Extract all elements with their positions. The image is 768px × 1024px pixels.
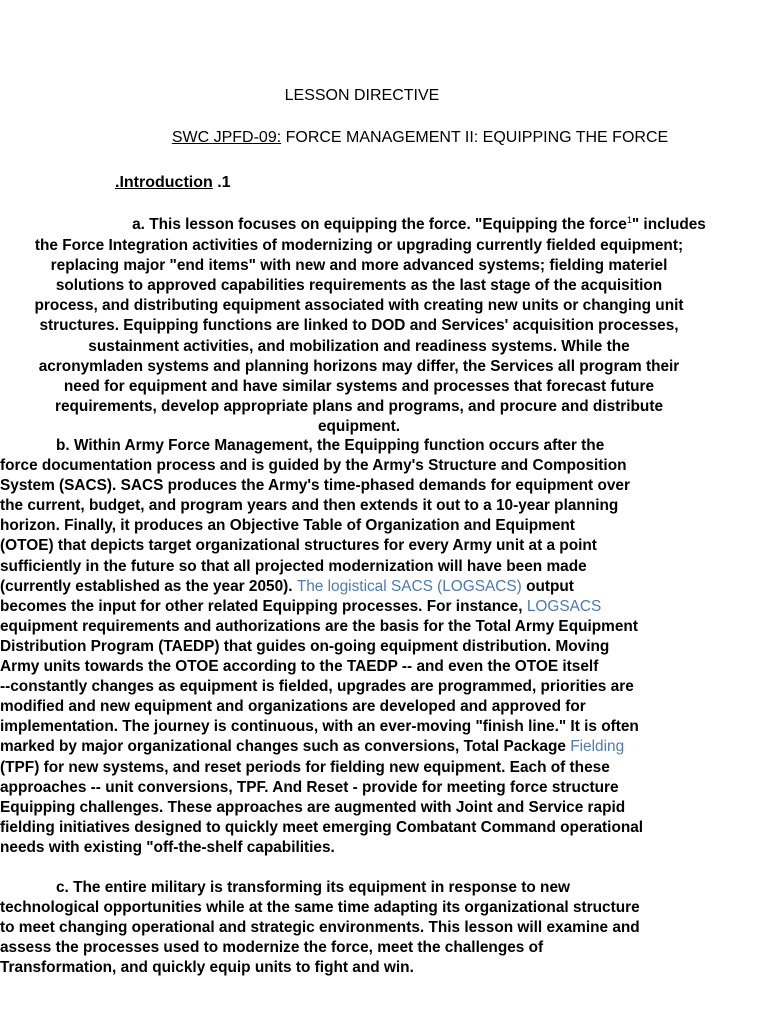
paragraph-line: force documentation process and is guided by the Army's Structure and Composition [0,457,627,475]
section-name: Introduction [119,174,213,191]
section-prefix: . [115,174,120,191]
footnote-marker[interactable]: 1 [626,215,632,225]
paragraph-line: --constantly changes as equipment is fielded, upgrades are programmed, priorities are [0,678,634,696]
paragraph-line: equipment. [317,417,401,435]
paragraph-line: requirements, develop appropriate plans and programs, and procure and distribute [54,397,664,415]
section-heading [115,173,231,193]
paragraph-line: the current, budget, and program years and then extends it out to a 10-year planning [0,497,619,515]
paragraph-line: assess the processes used to modernize the force, meet the challenges of [0,939,544,957]
section-number: .1 [212,174,231,191]
logsacs-link[interactable]: The logistical SACS (LOGSACS) [296,577,522,595]
paragraph-line: System (SACS). SACS produces the Army's time-phased demands for equipment over [0,477,630,495]
logsacs-short-link[interactable]: LOGSACS [526,597,602,615]
paragraph-line [0,737,740,757]
paragraph-line: Army units towards the OTOE according to the TAEDP -- and even the OTOE itself [0,658,599,676]
paragraph-b [0,436,740,858]
paragraph-text: becomes the input for other related Equipping processes. For instance, [0,597,527,615]
paragraph-line: horizon. Finally, it produces an Objective Table of Organization and Equipment [0,517,575,535]
paragraph-line: approaches -- unit conversions, TPF. And Reset - provide for meeting force structure [0,778,619,796]
paragraph-line: (TPF) for new systems, and reset periods for fielding new equipment. Each of these [0,758,610,776]
paragraph-text: a. This lesson focuses on equipping the force. "Equipping the force [132,216,627,233]
paragraph-line: solutions to approved capabilities requirements as the last stage of the acquisition [55,277,663,295]
paragraph-line: c. The entire military is transforming its equipment in response to new [56,879,570,896]
paragraph-line: acronymladen systems and planning horizons may differ, the Services all program their [38,357,680,375]
paragraph-line: implementation. The journey is continuous, with an ever-moving "finish line." It is often [0,718,639,736]
paragraph-line: Transformation, and quickly equip units to fight and win. [0,959,414,977]
paragraph-line: structures. Equipping functions are linked to DOD and Services' acquisition processes, [39,317,679,335]
paragraph-text: output [521,577,574,595]
paragraph-text: " includes [631,216,706,233]
paragraph-line: equipment requirements and authorizations are the basis for the Total Army Equipment [0,617,638,635]
paragraph-line [0,577,740,597]
paragraph-line: fielding initiatives designed to quickly meet emerging Combatant Command operational [0,818,644,836]
paragraph-line: replacing major "end items" with new and more advanced systems; fielding materiel [50,257,668,275]
paragraph-line: the Force Integration activities of modernizing or upgrading currently fielded equipment; [34,237,684,255]
paragraph-line: technological opportunities while at the same time adapting its organizational structure [0,899,640,917]
document-title: LESSON DIRECTIVE [284,87,440,104]
paragraph-line: process, and distributing equipment associated with creating new units or changing unit [34,297,684,315]
paragraph-line: sustainment activities, and mobilization and readiness systems. While the [88,337,630,355]
lesson-name: FORCE MANAGEMENT II: EQUIPPING THE FORCE [281,129,669,146]
fielding-link[interactable]: Fielding [570,738,625,756]
paragraph-line: needs with existing "off-the-shelf capabilities. [0,838,335,856]
lesson-code: SWC JPFD-09: [171,129,282,146]
paragraph-c [0,878,740,978]
paragraph-line: modified and new equipment and organizations are developed and approved for [0,698,586,716]
paragraph-line: sufficiently in the future so that all projected modernization will have been made [0,557,587,575]
paragraph-line: (OTOE) that depicts target organizational structures for every Army unit at a point [0,537,597,555]
paragraph-line [0,597,740,617]
document-subtitle [0,128,768,148]
paragraph-text: (currently established as the year 2050). [0,577,297,595]
paragraph-line: need for equipment and have similar systems and processes that forecast future [63,377,655,395]
paragraph-line: Distribution Program (TAEDP) that guides on-going equipment distribution. Moving [0,637,610,655]
paragraph-a [0,215,718,437]
paragraph-line [0,215,718,236]
paragraph-line: b. Within Army Force Management, the Equipping function occurs after the [56,437,605,454]
paragraph-text: marked by major organizational changes such as conversions, Total Package [0,738,571,756]
paragraph-line: to meet changing operational and strategic environments. This lesson will examine and [0,919,640,937]
paragraph-line: Equipping challenges. These approaches are augmented with Joint and Service rapid [0,798,626,816]
